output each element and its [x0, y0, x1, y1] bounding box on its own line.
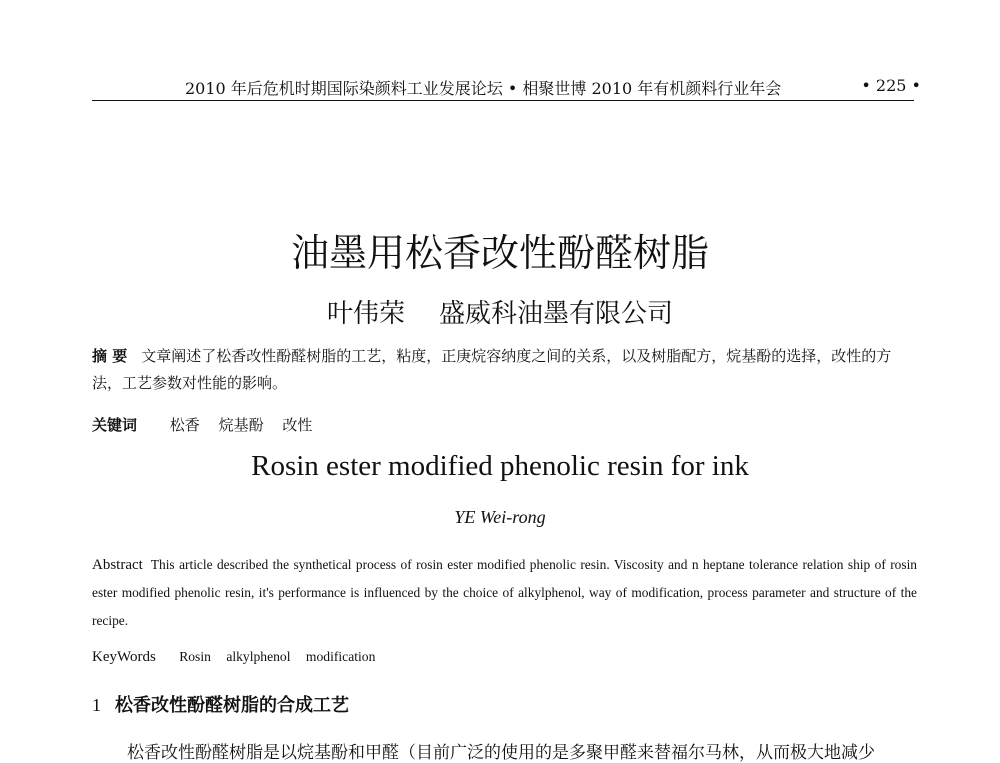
keywords-en-label: KeyWords [92, 649, 156, 665]
running-header [185, 76, 925, 99]
keywords-en [92, 649, 375, 666]
header-rule [92, 100, 914, 101]
section-number: 1 [92, 695, 101, 715]
keyword-en-item: modification [305, 649, 376, 664]
abstract-en [92, 551, 917, 635]
body-paragraph: 松香改性酚醛树脂是以烷基酚和甲醛（目前广泛的使用的是多聚甲醛来替福尔马林，从而极大地减少 [127, 743, 875, 763]
author-name-en: YE Wei-rong [454, 507, 546, 527]
paper-title: 油墨用松香改性酚醛树脂 [290, 231, 709, 275]
author-line [0, 293, 1000, 330]
keyword-cn-item: 改性 [282, 416, 313, 434]
author-affiliation: 盛威科油墨有限公司 [439, 299, 674, 329]
author-name: 叶伟荣 [326, 299, 405, 329]
abstract-cn [92, 343, 916, 397]
keywords-cn-label: 关键词 [92, 416, 138, 434]
abstract-en-label: Abstract [92, 557, 143, 573]
section-title: 松香改性酚醛树脂的合成工艺 [115, 695, 349, 716]
keyword-en-item: Rosin [179, 649, 211, 664]
abstract-en-text: This article described the synthetical process of rosin ester modified phenolic resin. Viscosity and n heptane tolerance relation ship of rosin ester modified phenolic resin, it's performance is influenced by the choice of alkylphenol, way of modification, process parameter and structure of the recipe. [92, 557, 917, 628]
abstract-cn-text: 文章阐述了松香改性酚醛树脂的工艺，粘度，正庚烷容纳度之间的关系，以及树脂配方，烷基酚的选择，改性的方法，工艺参数对性能的影响。 [92, 347, 892, 392]
paper-title-en: Rosin ester modified phenolic resin for ink [251, 450, 749, 482]
abstract-cn-label: 摘 要 [92, 347, 128, 365]
keywords-cn [92, 414, 312, 435]
keyword-cn-item: 松香 [169, 416, 200, 434]
page-number: • 225 • [861, 76, 921, 95]
running-title: 2010 年后危机时期国际染颜料工业发展论坛 • 相聚世博 2010 年有机颜料行业年会 [185, 79, 782, 98]
section-heading [92, 691, 349, 717]
keyword-cn-item: 烷基酚 [218, 416, 264, 434]
keyword-en-item: alkylphenol [226, 649, 291, 664]
